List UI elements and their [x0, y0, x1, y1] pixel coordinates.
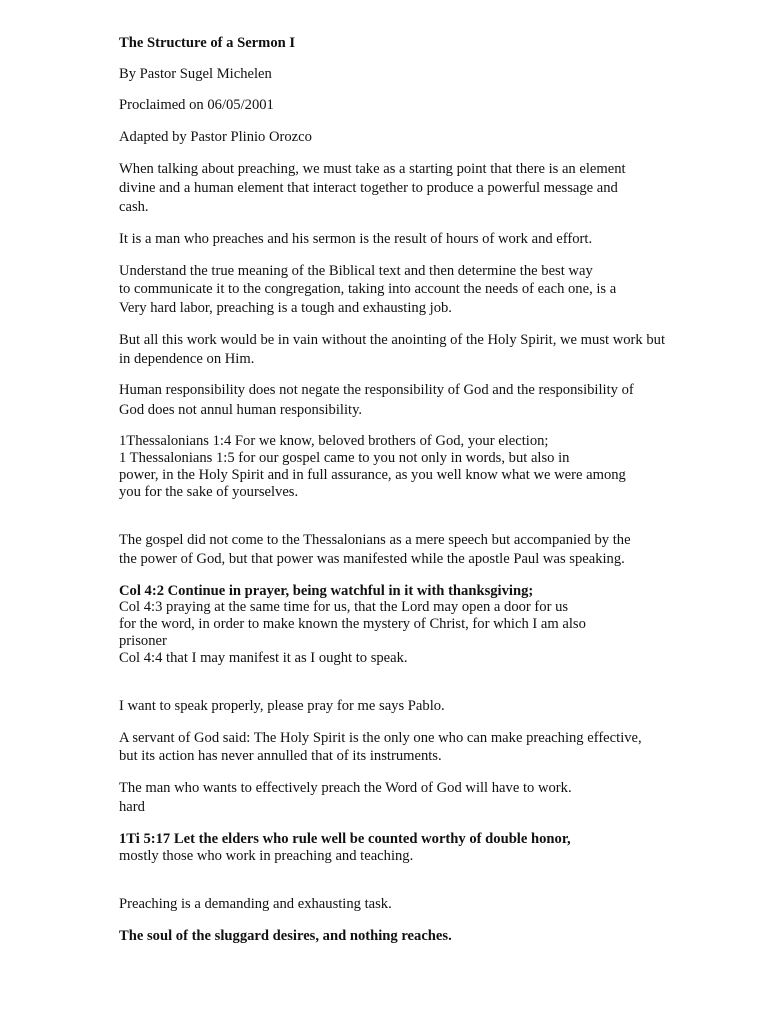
- paragraph-line: divine and a human element that interact together to produce a powerful message and: [119, 180, 618, 196]
- paragraph-line: God does not annul human responsibility.: [119, 402, 363, 418]
- scripture-line: Col 4:4 that I may manifest it as I ought to speak.: [119, 650, 408, 666]
- paragraph-line: It is a man who preaches and his sermon is the result of hours of work and effort.: [119, 231, 593, 247]
- paragraph-line: Preaching is a demanding and exhausting task.: [119, 896, 392, 912]
- paragraph-line: to communicate it to the congregation, taking into account the needs of each one, is a: [119, 281, 617, 297]
- scripture-line: power, in the Holy Spirit and in full assurance, as you well know what we were among: [119, 467, 626, 483]
- paragraph-line: but its action has never annulled that of its instruments.: [119, 748, 442, 764]
- paragraph-line: When talking about preaching, we must take as a starting point that there is an element: [119, 161, 626, 177]
- scripture-bold-line: 1Ti 5:17 Let the elders who rule well be counted worthy of double honor,: [119, 831, 571, 847]
- paragraph-line: Understand the true meaning of the Biblical text and then determine the best way: [119, 263, 593, 279]
- closing-bold-line: The soul of the sluggard desires, and nothing reaches.: [119, 928, 452, 944]
- scripture-line: mostly those who work in preaching and teaching.: [119, 848, 414, 864]
- adapted-by-line: Adapted by Pastor Plinio Orozco: [119, 129, 312, 145]
- proclaimed-date-line: Proclaimed on 06/05/2001: [119, 97, 274, 113]
- scripture-line: Col 4:3 praying at the same time for us, that the Lord may open a door for us: [119, 599, 569, 615]
- paragraph-line: hard: [119, 799, 145, 815]
- author-line: By Pastor Sugel Michelen: [119, 66, 272, 82]
- scripture-line: prisoner: [119, 633, 167, 649]
- paragraph-line: But all this work would be in vain without the anointing of the Holy Spirit, we must work but: [119, 332, 666, 348]
- paragraph-line: I want to speak properly, please pray for me says Pablo.: [119, 698, 445, 714]
- paragraph-line: The gospel did not come to the Thessalonians as a mere speech but accompanied by the: [119, 532, 631, 548]
- paragraph-line: The man who wants to effectively preach the Word of God will have to work.: [119, 780, 572, 796]
- scripture-line: 1 Thessalonians 1:5 for our gospel came to you not only in words, but also in: [119, 450, 570, 466]
- paragraph-line: Human responsibility does not negate the responsibility of God and the responsibility of: [119, 382, 634, 398]
- paragraph-line: the power of God, but that power was manifested while the apostle Paul was speaking.: [119, 551, 625, 567]
- scripture-line: for the word, in order to make known the mystery of Christ, for which I am also: [119, 616, 586, 632]
- paragraph-line: in dependence on Him.: [119, 351, 255, 367]
- scripture-bold-line: Col 4:2 Continue in prayer, being watchful in it with thanksgiving;: [119, 583, 534, 599]
- paragraph-line: Very hard labor, preaching is a tough and exhausting job.: [119, 300, 452, 316]
- scripture-line: 1Thessalonians 1:4 For we know, beloved brothers of God, your election;: [119, 433, 549, 449]
- scripture-line: you for the sake of yourselves.: [119, 484, 299, 500]
- paragraph-line: A servant of God said: The Holy Spirit is the only one who can make preaching effective,: [119, 730, 642, 746]
- paragraph-line: cash.: [119, 199, 149, 215]
- document-title: The Structure of a Sermon I: [119, 35, 296, 51]
